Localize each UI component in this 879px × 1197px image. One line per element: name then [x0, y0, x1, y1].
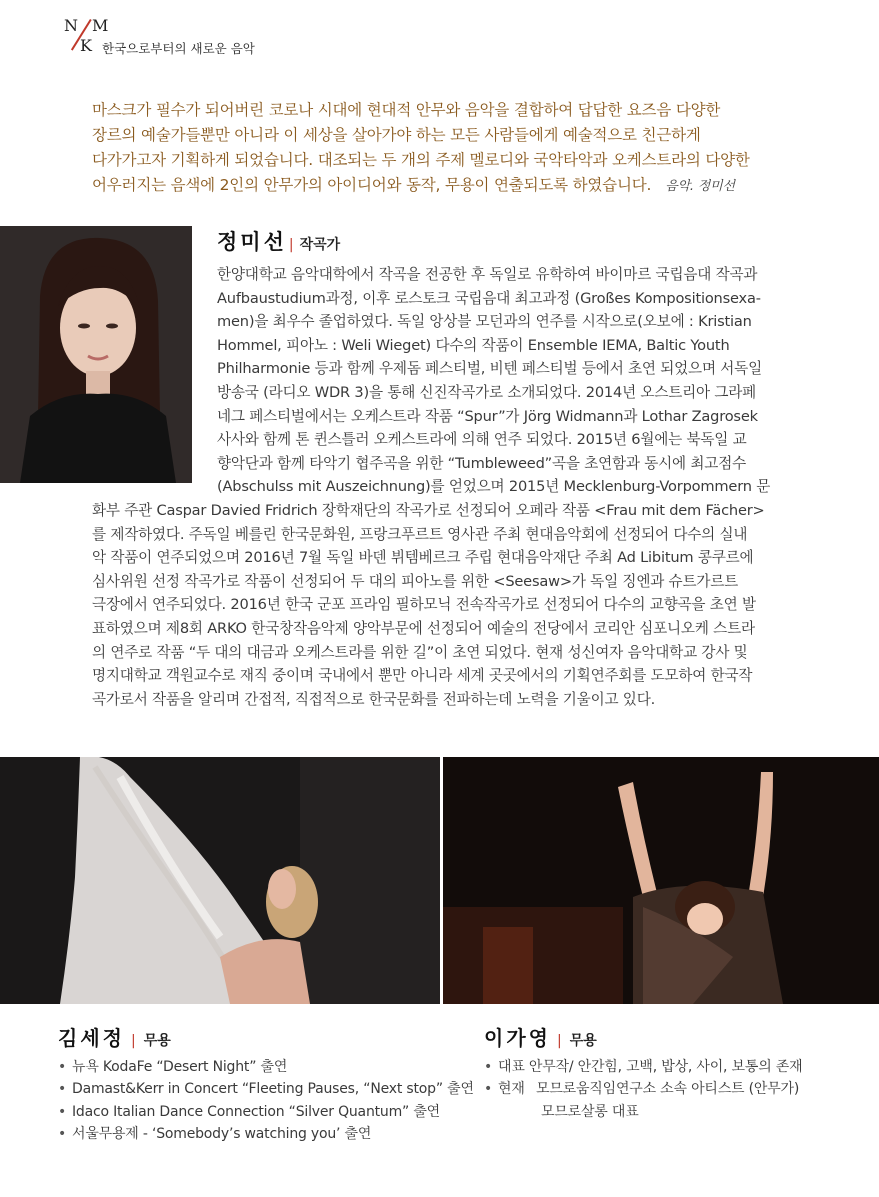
bio-line: Hommel, 피아노 : Weli Wieget) 다수의 작품이 Ensemble IEMA, Baltic Youth	[217, 336, 730, 354]
bio-line: 를 제작하였다. 주독일 베를린 한국문화원, 프랑크푸르트 영사관 주최 현대음악회에 선정되어 다수의 실내	[92, 525, 748, 543]
intro-line: 장르의 예술가들뿐만 아니라 이 세상을 살아가야 하는 모든 사람들에게 예술적으로 친근하게	[92, 126, 701, 144]
bio-line: 표하였으며 제8회 ARKO 한국창작음악제 양악부문에 선정되어 예술의 전당에서 코리안 심포니오케 스트라	[92, 619, 755, 637]
intro-line	[92, 173, 812, 199]
composer-portrait-image	[0, 226, 192, 483]
bio-line: 심사위원 선정 작곡가로 작품이 선정되어 두 대의 피아노를 위한 <Seesaw>가 독일 징엔과 슈트가르트	[92, 572, 739, 590]
logo-letter-k: K	[80, 36, 92, 55]
list-item-text: 대표 안무작/ 안간힘, 고백, 밥상, 사이, 보통의 존재	[498, 1059, 803, 1075]
bio-line: 곡가로서 작품을 알리며 간접적, 직접적으로 한국문화를 전파하는데 노력을 기울이고 있다.	[92, 690, 656, 708]
list-item: • 뉴욕 KodaFe “Desert Night” 출연	[58, 1056, 474, 1078]
dancer-right-role: 무용	[569, 1033, 597, 1049]
logo-letter-n: N	[64, 16, 78, 35]
bio-line: Philharmonie 등과 함께 우제돔 페스티벌, 비텐 페스티벌 등에서 초연 되었으며 서독일	[217, 360, 762, 378]
bio-line: 명지대학교 객원교수로 재직 중이며 국내에서 뿐만 아니라 세계 곳곳에서의 기획연주회를 도모하여 한국작	[92, 667, 753, 685]
dancer-left-role: 무용	[143, 1033, 171, 1049]
list-item	[484, 1056, 802, 1078]
intro-line: 다가가고자 기획하게 되었습니다. 대조되는 두 개의 주제 멜로디와 국악타악과 오케스트라의 다양한	[92, 151, 750, 169]
nmk-logo	[64, 16, 294, 56]
divider-bar: |	[130, 1033, 136, 1049]
intro-paragraph	[92, 98, 812, 199]
bio-line: 향악단과 함께 타악기 협주곡을 위한 “Tumbleweed”곡을 초연함과 동시에 최고점수	[217, 454, 746, 472]
composer-heading	[217, 226, 340, 256]
list-item: • Damast&Kerr in Concert “Fleeting Pauses, “Next stop” 출연	[58, 1078, 474, 1100]
dancer-right-image	[443, 757, 879, 1004]
bio-line: men)을 최우수 졸업하였다. 독일 앙상블 모던과의 연주를 시작으로(오보에 : Kristian	[217, 313, 752, 331]
dancer-right-photo	[443, 757, 879, 1004]
bio-line: 악 작품이 연주되었으며 2016년 7월 독일 바덴 뷔템베르크 주립 현대음악재단 주최 Ad Libitum 콩쿠르에	[92, 549, 754, 567]
dancer-left-name: 김세정	[58, 1026, 125, 1050]
list-item-continuation: 모므로살롱 대표	[541, 1103, 639, 1120]
bio-line: 네그 페스티벌에서는 오케스트라 작품 “Spur”가 Jörg Widmann과 Lothar Zagrosek	[217, 407, 758, 425]
list-item: • 서울무용제 - ‘Somebody’s watching you’ 출연	[58, 1123, 474, 1145]
bio-line: 화부 주관 Caspar Davied Fridrich 장학재단의 작곡가로 선정되어 오페라 작품 <Frau mit dem Fächer>	[92, 502, 765, 519]
bio-line: 사사와 함께 톤 퀸스틀러 오케스트라에 의해 연주 되었다. 2015년 6월에는 북독일 교	[217, 431, 747, 449]
composer-role: 작곡가	[299, 237, 341, 253]
logo-tagline: 한국으로부터의 새로운 음악	[102, 41, 255, 56]
composer-name: 정미선	[217, 230, 287, 254]
dancer-right-heading	[484, 1022, 597, 1051]
divider-bar: |	[288, 237, 294, 253]
composer-bio-lower	[92, 499, 812, 711]
composer-bio-upper	[217, 263, 797, 499]
intro-credit: 음악. 정미선	[665, 179, 735, 194]
bio-line: (Abschulss mit Auszeichnung)를 얻었으며 2015년 Mecklenburg-Vorpommern 문	[217, 478, 771, 496]
dancer-left-image	[0, 757, 440, 1004]
bio-line: 극장에서 연주되었다. 2016년 한국 군포 프라임 필하모닉 전속작곡가로 선정되어 다수의 교향곡을 초연 발	[92, 596, 756, 614]
list-item: • Idaco Italian Dance Connection “Silver Quantum” 출연	[58, 1101, 474, 1123]
dancer-left-credits	[58, 1056, 474, 1146]
intro-line: 마스크가 필수가 되어버린 코로나 시대에 현대적 안무와 음악을 결합하여 답답한 요즈음 다양한	[92, 101, 721, 119]
list-item	[484, 1078, 802, 1100]
list-item-label: 현재	[498, 1081, 525, 1098]
bio-line: 한양대학교 음악대학에서 작곡을 전공한 후 독일로 유학하여 바이마르 국립음대 작곡과	[217, 266, 758, 283]
divider-bar: |	[556, 1033, 562, 1049]
composer-portrait-photo	[0, 226, 192, 483]
bio-line: 의 연주로 작품 “두 대의 대금과 오케스트라를 위한 길”이 초연 되었다. 현재 성신여자 음악대학교 강사 및	[92, 643, 748, 661]
dancer-right-name: 이가영	[484, 1026, 551, 1050]
intro-line-text: 어우러지는 음색에 2인의 안무가의 아이디어와 동작, 무용이 연출되도록 하였습니다.	[92, 176, 652, 194]
bio-line: 방송국 (라디오 WDR 3)을 통해 신진작곡가로 소개되었다. 2014년 오스트리아 그라페	[217, 383, 757, 401]
dancer-right-credits	[484, 1056, 802, 1123]
list-item-text: 모므로움직임연구소 소속 아티스트 (안무가)	[536, 1081, 800, 1098]
dancer-left-heading	[58, 1022, 171, 1051]
dancer-left-photo	[0, 757, 440, 1004]
bio-line: Aufbaustudium과정, 이후 로스토크 국립음대 최고과정 (Großes Kompositionsexa-	[217, 289, 761, 307]
logo-letter-m: M	[92, 16, 109, 35]
